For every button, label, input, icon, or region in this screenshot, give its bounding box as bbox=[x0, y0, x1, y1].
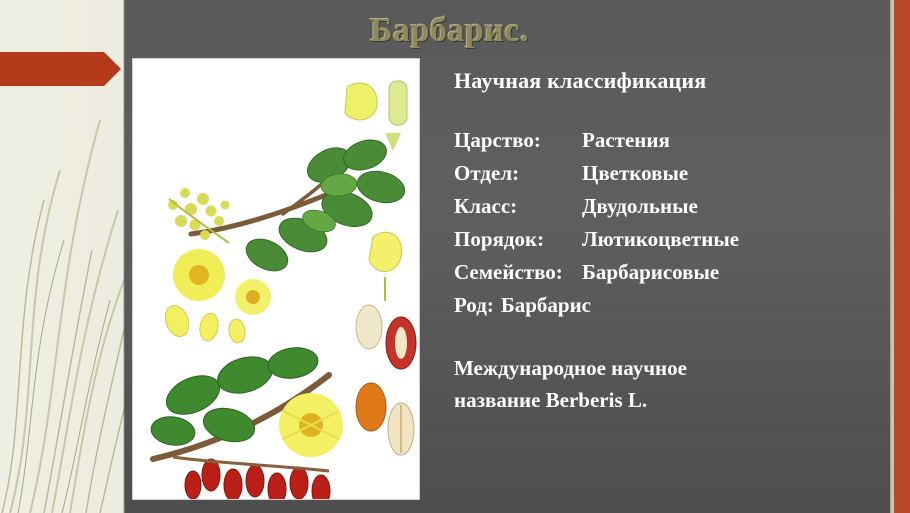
taxonomy-row-genus bbox=[454, 289, 874, 322]
content-panel bbox=[124, 0, 890, 513]
taxonomy-value-genus: Барбарис bbox=[500, 293, 591, 317]
taxonomy-key-family: Семейство: bbox=[454, 260, 563, 284]
taxonomy-value-class: Двудольные bbox=[582, 194, 698, 218]
taxonomy-value-kingdom: Растения bbox=[582, 128, 670, 152]
scientific-name-block bbox=[454, 352, 874, 416]
taxonomy-key-class: Класс: bbox=[454, 194, 518, 218]
classification-info bbox=[454, 68, 874, 416]
taxonomy-key-kingdom: Царство: bbox=[454, 128, 541, 152]
right-edge-accent-bar bbox=[894, 0, 910, 513]
taxonomy-key-genus: Род: bbox=[454, 293, 494, 317]
taxonomy-row-division bbox=[454, 157, 874, 190]
taxonomy-key-order: Порядок: bbox=[454, 227, 545, 251]
info-heading: Научная классификация bbox=[454, 68, 707, 93]
taxonomy-value-family: Барбарисовые bbox=[582, 260, 720, 284]
taxonomy-row-class bbox=[454, 190, 874, 223]
taxonomy-row-kingdom bbox=[454, 124, 874, 157]
taxonomy-row-family bbox=[454, 256, 874, 289]
taxonomy-row-order bbox=[454, 223, 874, 256]
botanical-illustration bbox=[132, 58, 420, 500]
taxonomy-value-order: Лютикоцветные bbox=[582, 227, 740, 251]
scientific-name-value: название Berberis L. bbox=[454, 388, 648, 412]
page-title: Барбарис. bbox=[370, 12, 529, 49]
red-arrow-decoration bbox=[0, 52, 122, 86]
taxonomy-value-division: Цветковые bbox=[582, 161, 689, 185]
scientific-name-label: Международное научное bbox=[454, 356, 687, 380]
taxonomy-key-division: Отдел: bbox=[454, 161, 520, 185]
